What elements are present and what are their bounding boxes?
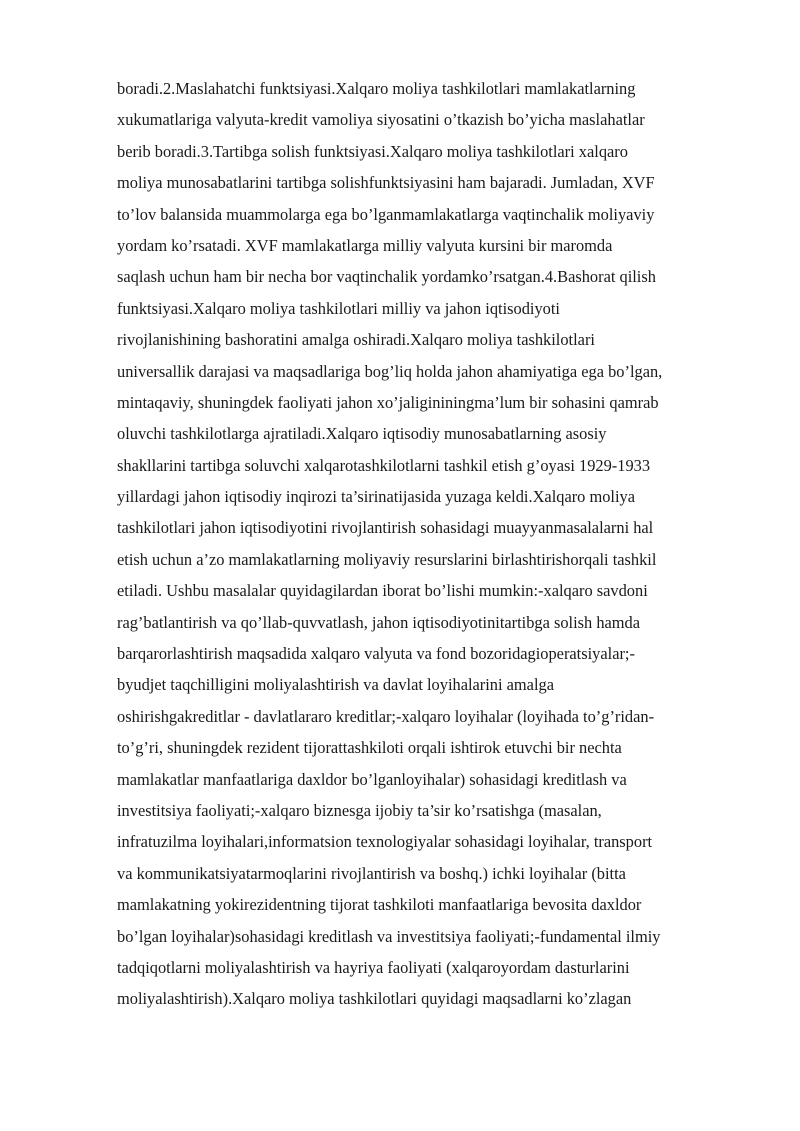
text-line: moliyalashtirish).Xalqaro moliya tashkilotlari quyidagi maqsadlarni ko’zlagan [117,989,632,1009]
body-text [117,73,757,1015]
text-line: tadqiqotlarni moliyalashtirish va hayriya faoliyati (xalqaroyordam dasturlarini [117,957,630,977]
text-line: universallik darajasi va maqsadlariga bog’liq holda jahon ahamiyatiga ega bo’lgan, [117,361,663,381]
text-line: tashkilotlari jahon iqtisodiyotini rivojlantirish sohasidagi muayyanmasalalarni hal [117,518,654,538]
text-line: boradi.2.Maslahatchi funktsiyasi.Xalqaro moliya tashkilotlari mamlakatlarning [117,79,636,98]
text-line: va kommunikatsiyatarmoqlarini rivojlantirish va boshq.) ichki loyihalar (bitta [117,863,626,883]
text-line: rivojlanishining bashoratini amalga oshiradi.Xalqaro moliya tashkilotlari [117,330,595,350]
text-line: barqarorlashtirish maqsadida xalqaro valyuta va fond bozoridagioperatsiyalar;- [117,644,635,664]
text-line: funktsiyasi.Xalqaro moliya tashkilotlari milliy va jahon iqtisodiyoti [117,298,560,318]
text-line: saqlash uchun ham bir necha bor vaqtinchalik yordamko’rsatgan.4.Bashorat qilish [117,267,656,287]
text-line: bo’lgan loyihalar)sohasidagi kreditlash va investitsiya faoliyati;-fundamental ilmiy [117,926,661,946]
text-line: byudjet taqchilligini moliyalashtirish va davlat loyihalarini amalga [117,675,554,695]
text-line: mamlakatning yokirezidentning tijorat tashkiloti manfaatlariga bevosita daxldor [117,895,642,915]
text-line: oluvchi tashkilotlarga ajratiladi.Xalqaro iqtisodiy munosabatlarning asosiy [117,424,607,444]
text-line: etiladi. Ushbu masalalar quyidagilardan iborat bo’lishi mumkin:-xalqaro savdoni [117,581,648,601]
text-line: oshirishgakreditlar - davlatlararo kreditlar;-xalqaro loyihalar (loyihada to’g’ridan- [117,706,655,726]
text-line: to’g’ri, shuningdek rezident tijorattashkiloti orqali ishtirok etuvchi bir nechta [117,738,622,758]
text-line: xukumatlariga valyuta-kredit vamoliya siyosatini o’tkazish bo’yicha maslahatlar [117,110,645,130]
text-line: mamlakatlar manfaatlariga daxldor bo’lganloyihalar) sohasidagi kreditlash va [117,769,627,789]
text-line: moliya munosabatlarini tartibga solishfunktsiyasini ham bajaradi. Jumladan, XVF [117,173,655,193]
text-line: investitsiya faoliyati;-xalqaro biznesga ijobiy ta’sir ko’rsatishga (masalan, [117,800,602,820]
text-line: yillardagi jahon iqtisodiy inqirozi ta’sirinatijasida yuzaga keldi.Xalqaro moliya [117,487,635,507]
text-line: berib boradi.3.Tartibga solish funktsiyasi.Xalqaro moliya tashkilotlari xalqaro [117,141,628,161]
text-line: yordam ko’rsatadi. XVF mamlakatlarga milliy valyuta kursini bir maromda [117,235,613,255]
text-line: rag’batlantirish va qo’llab-quvvatlash, jahon iqtisodiyotinitartibga solish hamda [117,612,641,632]
text-line: etish uchun a’zo mamlakatlarning moliyaviy resurslarini birlashtirishorqali tashkil [117,549,657,569]
text-line: to’lov balansida muammolarga ega bo’lganmamlakatlarga vaqtinchalik moliyaviy [117,204,655,224]
text-line: mintaqaviy, shuningdek faoliyati jahon xo’jaligininingma’lum bir sohasini qamrab [117,392,659,412]
text-line: infratuzilma loyihalari,informatsion texnologiyalar sohasidagi loyihalar, transport [117,832,653,852]
text-line: shakllarini tartibga soluvchi xalqarotashkilotlarni tashkil etish g’oyasi 1929-1933 [117,455,651,475]
